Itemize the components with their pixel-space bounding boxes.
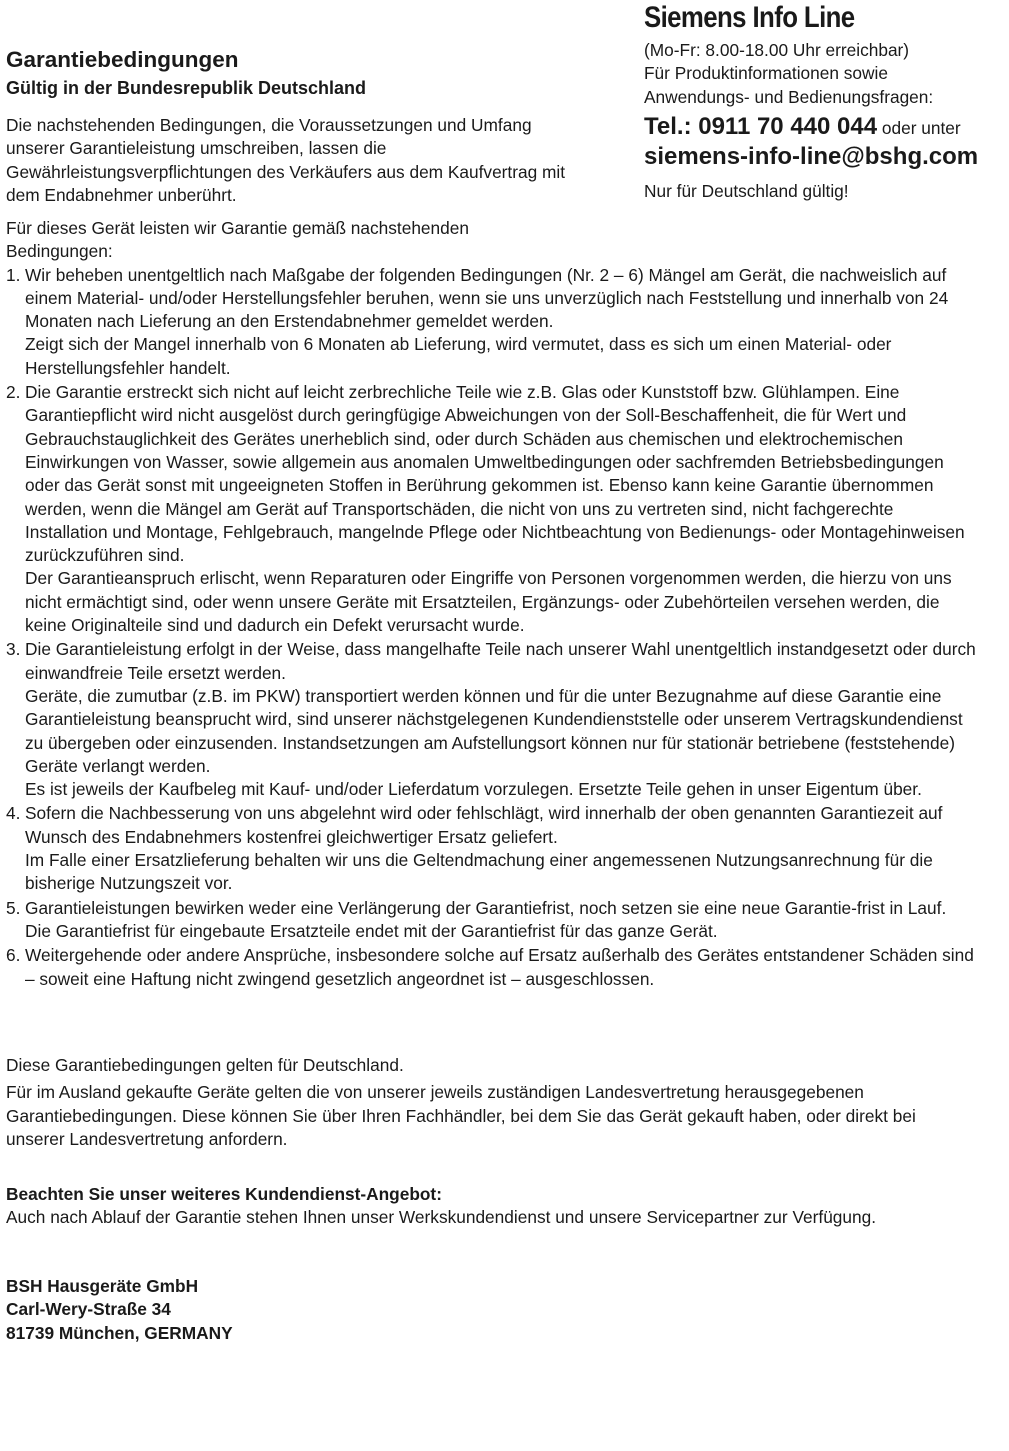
term-number: 2. bbox=[6, 382, 21, 403]
term-item-5 bbox=[6, 897, 976, 944]
term-paragraph: Garantieleistungen bewirken weder eine Verlängerung der Garantiefrist, noch setzen sie eine neue Garantie-frist in Lauf. Die Garantiefrist für eingebaute Ersatzteile endet mit der Garantiefrist für das ganze Gerät. bbox=[25, 897, 947, 941]
term-paragraph: Zeigt sich der Mangel innerhalb von 6 Monaten ab Lieferung, wird vermutet, dass es sich um einen Material- oder Herstellungsfehler handelt. bbox=[25, 334, 892, 378]
term-item-3 bbox=[6, 638, 976, 801]
terms-list bbox=[6, 264, 976, 991]
company-address bbox=[6, 1275, 233, 1345]
service-section bbox=[6, 1183, 946, 1230]
term-paragraph: Die Garantie erstreckt sich nicht auf leicht zerbrechliche Teile wie z.B. Glas oder Kunststoff bzw. Glühlampen. Eine Garantiepflicht wird nicht ausgelöst durch geringfügige Abweichungen von der Soll-Beschaffenheit, die für Wert und Gebrauchstauglichkeit des Gerätes unerheblich sind, oder durch Schäden aus chemischen und elektrochemischen Einwirkungen von Wasser, sowie allgemein aus anomalen Umweltbedingungen oder sachfremden Betriebsbedingungen oder das Gerät sonst mit ungeeigneten Stoffen in Berührung gekommen ist. Ebenso kann keine Garantie übernommen werden, wenn die Mängel am Gerät auf Transportschäden, die nicht von uns zu vertreten sind, nicht fachgerechte Installation und Montage, Fehlgebrauch, mangelnde Pflege oder Nichtbeachtung von Bedienungs- oder Montagehinweisen zurückzuführen sind. bbox=[25, 382, 965, 566]
company-street: Carl-Wery-Straße 34 bbox=[6, 1299, 171, 1320]
term-item-2 bbox=[6, 381, 976, 637]
phone-suffix: oder unter bbox=[881, 117, 961, 138]
abroad-note: Für im Ausland gekaufte Geräte gelten die von unserer jeweils zuständigen Landesvertretung herausgegebenen Garantiebedingungen. Diese können Sie über Ihren Fachhändler, bei dem Sie das Gerät gekauft haben, oder direkt bei unserer Landesvertretung anfordern. bbox=[6, 1082, 916, 1149]
term-paragraph: Geräte, die zumutbar (z.B. im PKW) transportiert werden können und für die unter Bezugnahme auf diese Garantie eine Garantieleistung beansprucht wird, sind unserer nächstgelegenen Kundendienststelle oder unserem Vertragskundendienst zu übergeben oder einzusenden. Instandsetzungen am Aufstellungsort können nur für stationär betriebene (feststehende) Geräte verlangt werden. bbox=[25, 685, 963, 776]
info-line-box bbox=[644, 0, 1009, 203]
term-item-6 bbox=[6, 944, 976, 991]
info-line-hours: (Mo-Fr: 8.00-18.00 Uhr erreichbar) bbox=[644, 40, 910, 60]
term-paragraph: Im Falle einer Ersatzlieferung behalten wir uns die Geltendmachung einer angemessenen Nutzungsanrechnung für die bisherige Nutzungszeit vor. bbox=[25, 850, 933, 894]
company-city: 81739 München, GERMANY bbox=[6, 1322, 233, 1343]
term-item-4 bbox=[6, 802, 976, 895]
term-number: 3. bbox=[6, 639, 21, 660]
closing-section bbox=[6, 1054, 976, 1151]
intro-paragraph: Die nachstehenden Bedingungen, die Voraussetzungen und Umfang unserer Garantieleistung umschreiben, lassen die Gewährleistungsverpflichtungen des Verkäufers aus dem Kaufvertrag mit dem Endabnehmer unberührt. bbox=[6, 115, 566, 205]
term-number: 6. bbox=[6, 945, 21, 966]
term-paragraph: Es ist jeweils der Kaufbeleg mit Kauf- und/oder Lieferdatum vorzulegen. Ersetzte Teile gehen in unser Eigentum über. bbox=[25, 779, 922, 800]
term-paragraph: Weitergehende oder andere Ansprüche, insbesondere solche auf Ersatz außerhalb des Gerätes entstandener Schäden sind – soweit eine Haftung nicht zwingend gesetzlich angeordnet ist – ausgeschlossen. bbox=[25, 945, 974, 989]
page-title: Garantiebedingungen bbox=[6, 47, 239, 72]
term-number: 5. bbox=[6, 897, 21, 918]
info-line-purpose-2: Anwendungs- und Bedienungsfragen: bbox=[644, 86, 934, 107]
service-text: Auch nach Ablauf der Garantie stehen Ihnen unser Werkskundendienst und unsere Servicepartner zur Verfügung. bbox=[6, 1207, 877, 1228]
terms-section bbox=[6, 217, 976, 992]
term-paragraph: Die Garantieleistung erfolgt in der Weise, dass mangelhafte Teile nach unserer Wahl unentgeltlich instandgesetzt oder durch einwandfreie Teile ersetzt werden. bbox=[25, 639, 976, 683]
term-paragraph: Der Garantieanspruch erlischt, wenn Reparaturen oder Eingriffe von Personen vorgenommen werden, die hierzu von uns nicht ermächtigt sind, oder wenn unsere Geräte mit Ersatzteilen, Ergänzungs- oder Zubehörteilen versehen werden, die keine Originalteile sind und dadurch ein Defekt verursacht wurde. bbox=[25, 568, 952, 636]
term-paragraph: Wir beheben unentgeltlich nach Maßgabe der folgenden Bedingungen (Nr. 2 – 6) Mängel am Gerät, die nachweislich auf einem Material- und/oder Herstellungsfehler beruhen, wenn sie uns unverzüglich nach Feststellung und innerhalb von 24 Monaten nach Lieferung an den Erstendabnehmer gemeldet werden. bbox=[25, 264, 949, 332]
service-heading: Beachten Sie unser weiteres Kundendienst-Angebot: bbox=[6, 1184, 442, 1204]
validity-note: Nur für Deutschland gültig! bbox=[644, 180, 849, 201]
term-number: 1. bbox=[6, 264, 21, 285]
header-section bbox=[6, 46, 566, 207]
term-number: 4. bbox=[6, 803, 21, 824]
phone-row bbox=[644, 113, 1009, 142]
term-item-1 bbox=[6, 264, 976, 380]
terms-lead: Für dieses Gerät leisten wir Garantie gemäß nachstehenden Bedingungen: bbox=[6, 218, 469, 262]
page-subtitle: Gültig in der Bundesrepublik Deutschland bbox=[6, 78, 367, 98]
info-line-title: Siemens Info Line bbox=[644, 1, 855, 34]
company-name: BSH Hausgeräte GmbH bbox=[6, 1276, 199, 1296]
email-address: siemens-info-line@bshg.com bbox=[644, 142, 979, 170]
germany-validity: Diese Garantiebedingungen gelten für Deutschland. bbox=[6, 1055, 404, 1075]
info-line-purpose-1: Für Produktinformationen sowie bbox=[644, 63, 888, 84]
term-paragraph: Sofern die Nachbesserung von uns abgelehnt wird oder fehlschlägt, wird innerhalb der oben genannten Garantiezeit auf Wunsch des Endabnehmers kostenfrei gleichwertiger Ersatz geliefert. bbox=[25, 803, 943, 847]
phone-number: Tel.: 0911 70 440 044 bbox=[644, 112, 878, 140]
